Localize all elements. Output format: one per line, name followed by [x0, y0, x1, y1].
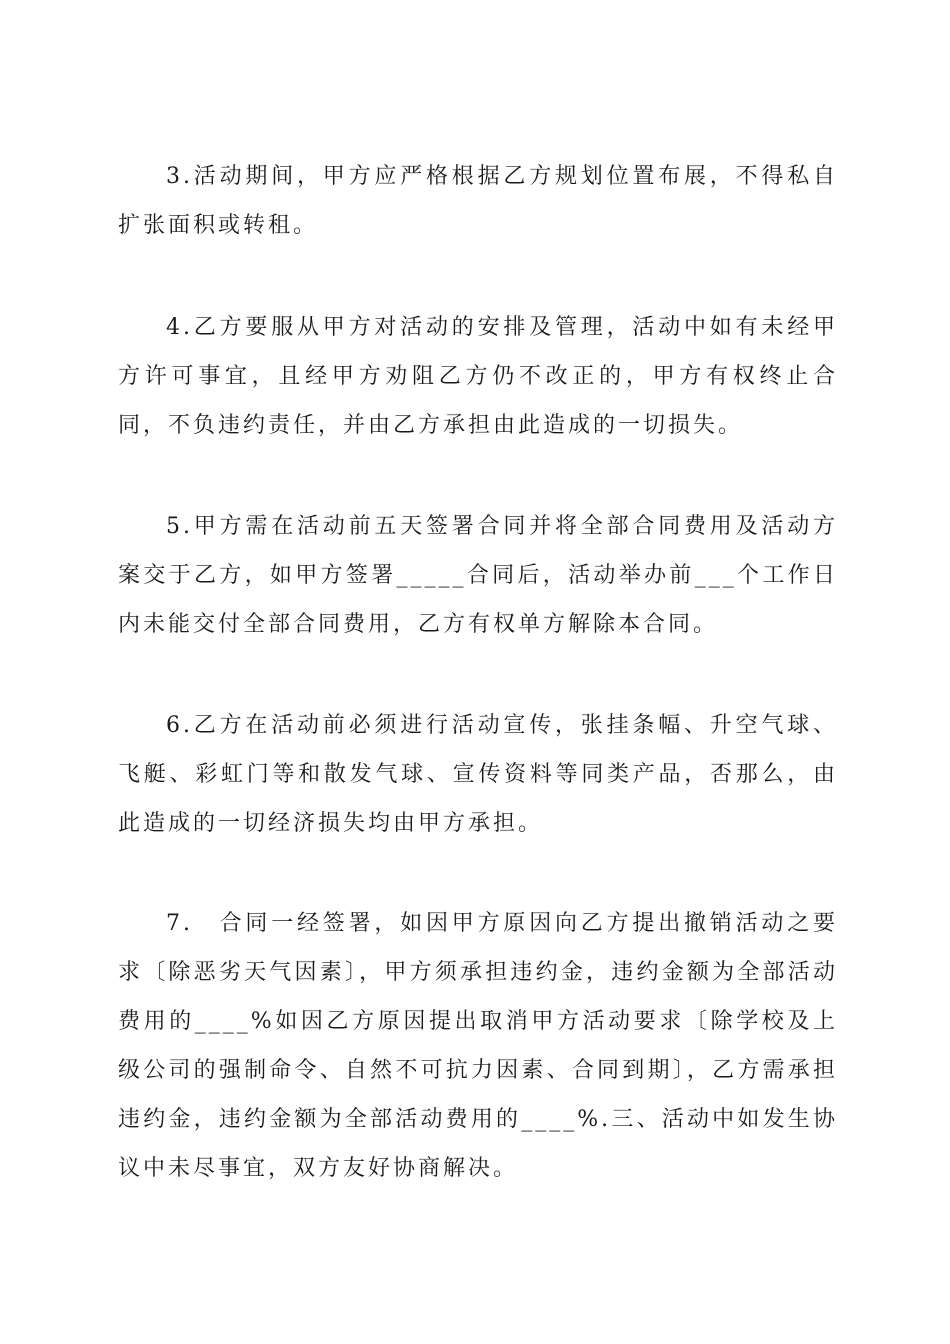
- clause-3-paragraph: 3.活动期间，甲方应严格根据乙方规划位置布展，不得私自扩张面积或转租。: [118, 164, 838, 238]
- clause-7-paragraph: 7. 合同一经签署，如因甲方原因向乙方提出撤销活动之要求〔除恶劣天气因素〕，甲方须承担违约金，违约金额为全部活动费用的____%如因乙方原因提出取消甲方活动要求〔除学校及上级公司的强制命令、自然不可抗力因素、合同到期〕，乙方需承担违约金，违约金额为全部活动费用的____%.三、活动中如发生协议中未尽事宜，双方友好协商解决。: [118, 911, 838, 1181]
- clause-5-paragraph: 5.甲方需在活动前五天签署合同并将全部合同费用及活动方案交于乙方，如甲方签署_____合同后，活动举办前___个工作日内未能交付全部合同费用，乙方有权单方解除本合同。: [118, 514, 838, 637]
- clause-4-paragraph: 4.乙方要服从甲方对活动的安排及管理，活动中如有未经甲方许可事宜，且经甲方劝阻乙方仍不改正的，甲方有权终止合同，不负违约责任，并由乙方承担由此造成的一切损失。: [118, 315, 838, 438]
- clause-6-paragraph: 6.乙方在活动前必须进行活动宣传，张挂条幅、升空气球、飞艇、彩虹门等和散发气球、宣传资料等同类产品，否那么，由此造成的一切经济损失均由甲方承担。: [118, 713, 838, 836]
